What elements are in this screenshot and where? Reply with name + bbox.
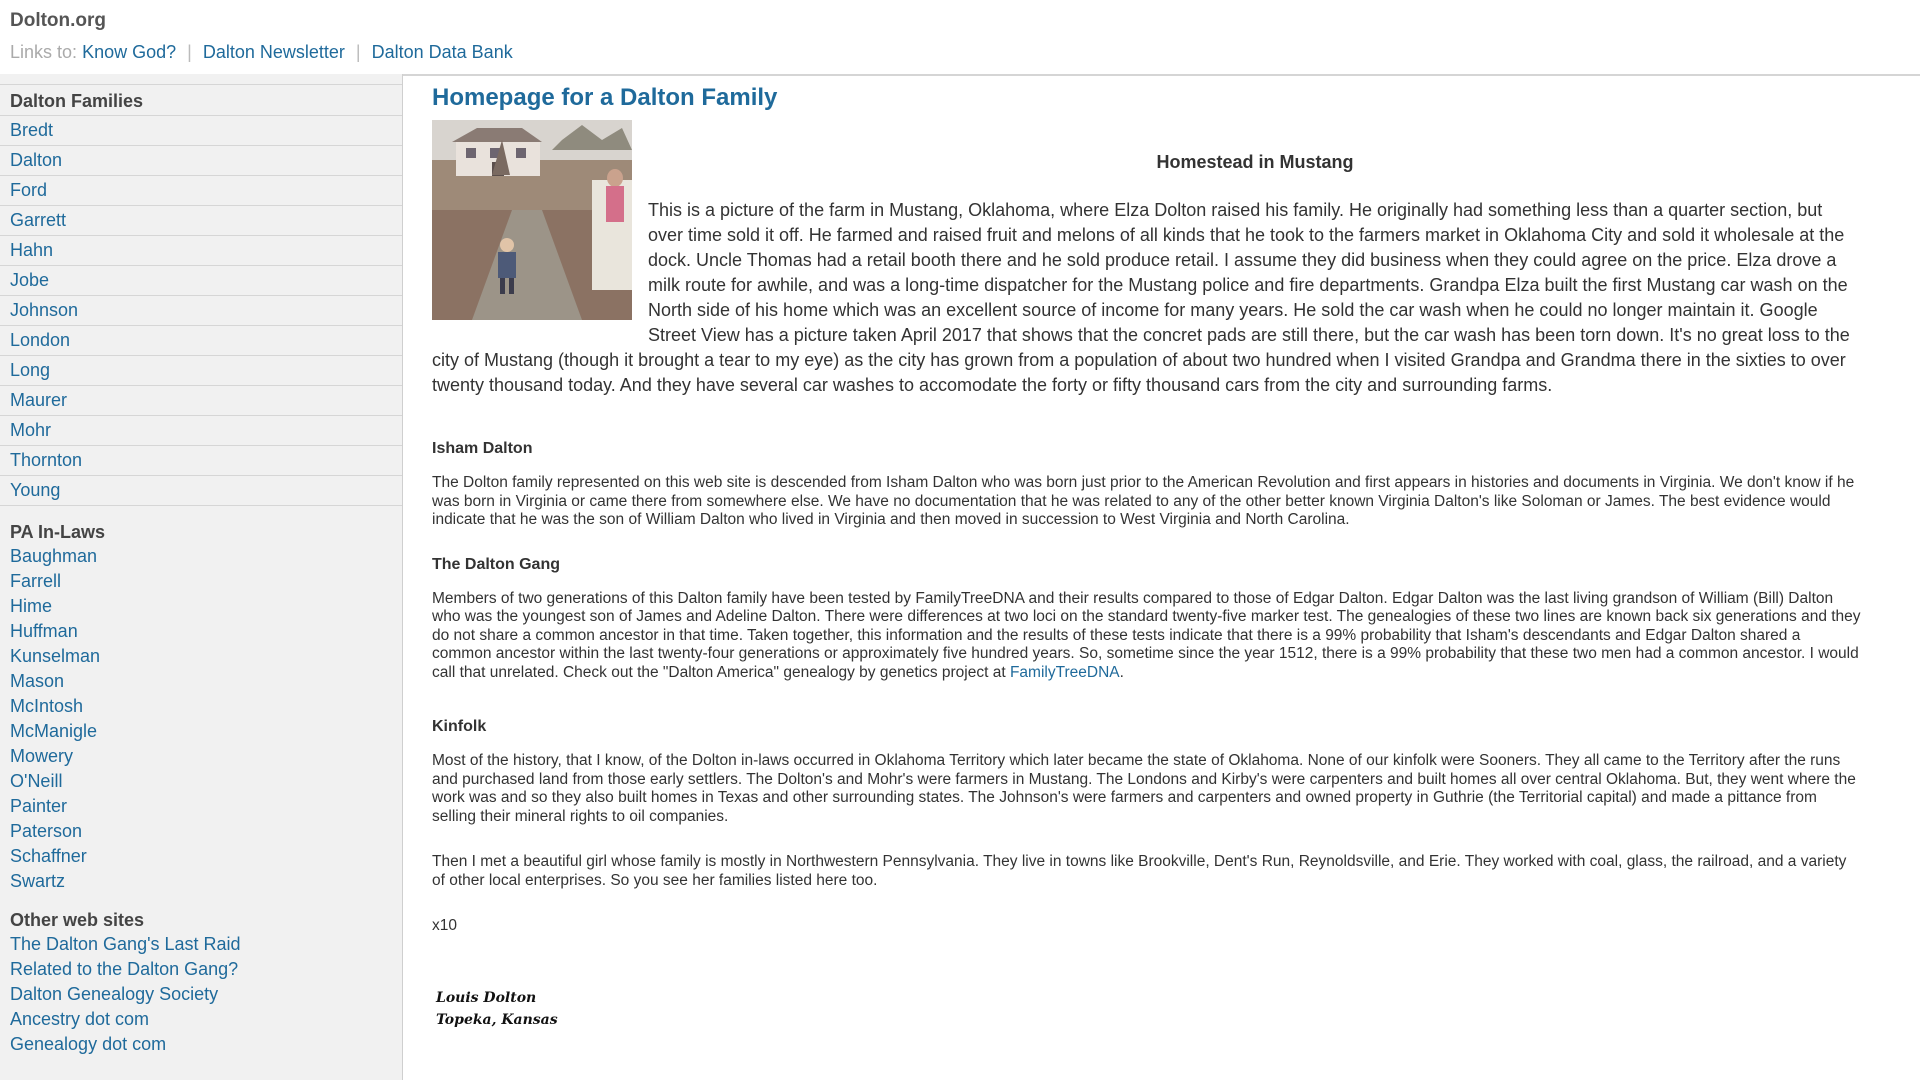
family-item-thornton[interactable] xyxy=(0,445,402,475)
inlaw-link[interactable]: Schaffner xyxy=(10,846,87,866)
other-site-item[interactable] xyxy=(0,1032,402,1057)
family-link[interactable]: Jobe xyxy=(10,270,50,290)
other-site-link[interactable]: Genealogy dot com xyxy=(10,1034,167,1054)
family-item-mohr[interactable] xyxy=(0,415,402,445)
inlaws-section xyxy=(0,520,402,894)
inlaw-item[interactable] xyxy=(0,569,402,594)
families-list xyxy=(0,115,402,506)
inlaw-link[interactable]: Mason xyxy=(10,671,65,691)
inlaw-link[interactable]: Painter xyxy=(10,796,68,816)
inlaw-item[interactable] xyxy=(0,669,402,694)
family-item-long[interactable] xyxy=(0,355,402,385)
inlaws-heading: PA In-Laws xyxy=(10,522,106,542)
inlaw-item[interactable] xyxy=(0,594,402,619)
inlaw-link[interactable]: Farrell xyxy=(10,571,62,591)
family-link[interactable]: Mohr xyxy=(10,420,52,440)
inlaw-link[interactable]: Mowery xyxy=(10,746,74,766)
link-dalton-newsletter[interactable]: Dalton Newsletter xyxy=(202,42,345,62)
kinfolk-heading: Kinfolk xyxy=(432,718,487,735)
link-know-god[interactable]: Know God? xyxy=(82,42,177,62)
family-item-garrett[interactable] xyxy=(0,205,402,235)
signature xyxy=(432,976,1862,1041)
inlaw-link[interactable]: Huffman xyxy=(10,621,78,641)
inlaw-link[interactable]: O'Neill xyxy=(10,771,63,791)
inlaw-link[interactable]: Paterson xyxy=(10,821,83,841)
other-sites-heading: Other web sites xyxy=(10,910,145,930)
other-site-item[interactable] xyxy=(0,982,402,1007)
inlaw-link[interactable]: Hime xyxy=(10,596,53,616)
family-link[interactable]: Maurer xyxy=(10,390,68,410)
site-title: Dolton.org xyxy=(10,10,107,31)
family-item-johnson[interactable] xyxy=(0,295,402,325)
family-item-young[interactable] xyxy=(0,475,402,506)
families-heading: Dalton Families xyxy=(0,84,402,115)
inlaw-item[interactable] xyxy=(0,869,402,894)
family-item-jobe[interactable] xyxy=(0,265,402,295)
families-section xyxy=(0,84,402,506)
inlaw-link[interactable]: Swartz xyxy=(10,871,66,891)
main-content xyxy=(432,74,1862,1041)
inlaw-item[interactable] xyxy=(0,544,402,569)
inlaw-item[interactable] xyxy=(0,744,402,769)
isham-text: The Dolton family represented on this web site is descended from Isham Dalton who was born just prior to the American Revolution and first appears in histories and documents in Virginia. We don't know if he was born in Virginia or came there from somewhere else. We have no documentation that he was related to any of the other better known Virginia Dalton's like Soloman or James. The best evidence would indicate that he was the son of William Dalton who lived in Virginia and then moved in succession to West Virginia and North Carolina. xyxy=(432,474,1855,528)
pennsylvania-text: Then I met a beautiful girl whose family is mostly in Northwestern Pennsylvania. They live in towns like Brookville, Dent's Run, Reynoldsville, and Erie. They worked with coal, glass, the railroad, and a variety of other local enterprises. So you see her families listed here too. xyxy=(432,853,1847,889)
other-site-link[interactable]: Dalton Genealogy Society xyxy=(10,984,219,1004)
other-sites-section xyxy=(0,908,402,1057)
header-links xyxy=(10,42,513,63)
inlaw-link[interactable]: Kunselman xyxy=(10,646,101,666)
link-separator: | xyxy=(187,42,192,62)
family-link[interactable]: Garrett xyxy=(10,210,67,230)
counter-text: x10 xyxy=(432,917,457,934)
sidebar xyxy=(0,74,403,1080)
gang-text: Members of two generations of this Dalton family have been tested by FamilyTreeDNA and their results compared to those of Edgar Dalton. Edgar Dalton was the last living grandson of William (Bill) Dalton who was the youngest son of James and Adeline Dalton. There were differences at two loci on the standard twenty-five marker test. The genealogies of these two lines are known back six generations and they do not share a common ancestor in that time. Taken together, this information and the results of these tests indicate that there is a 99% probability that Isham's descendants and Edgar Dalton shared a common ancestor within the last twenty-four generations or approximately five hundred years. So, sometime since the year 1512, there is a 99% probability that these two men had a common ancestor. I would call that unrelated. Check out the "Dalton America" genealogy by genetics project at xyxy=(432,589,1861,681)
other-site-link[interactable]: The Dalton Gang's Last Raid xyxy=(10,934,241,954)
gang-paragraph xyxy=(432,590,1862,683)
photo-caption: Homestead in Mustang xyxy=(1156,152,1354,172)
family-item-hahn[interactable] xyxy=(0,235,402,265)
inlaw-item[interactable] xyxy=(0,769,402,794)
inlaw-item[interactable] xyxy=(0,819,402,844)
other-site-link[interactable]: Ancestry dot com xyxy=(10,1009,150,1029)
inlaw-item[interactable] xyxy=(0,719,402,744)
family-item-ford[interactable] xyxy=(0,175,402,205)
inlaw-link[interactable]: McIntosh xyxy=(10,696,84,716)
site-header xyxy=(0,0,1920,76)
inlaw-item[interactable] xyxy=(0,844,402,869)
link-separator: | xyxy=(355,42,361,62)
intro-text: This is a picture of the farm in Mustang, Oklahoma, where Elza Dolton raised his family. He originally had something less than a quarter section, but over time sold it off. He farmed and raised fruit and melons of all kinds that he took to the farmers market in Oklahoma City and sold it wholesale at the dock. Uncle Thomas had a retail booth there and he sold produce retail. I assume they did business when they could agree on the price. Elza drove a milk route for awhile, and was a long-time dispatcher for the Mustang police and fire departments. Grandpa Elza built the first Mustang car wash on the North side of his home which was an excellent source of income for many years. He sold the car wash when he could no longer maintain it. Google Street View has a picture taken April 2017 that shows that the concret pads are still there, but the car wash has been torn down. It's no great loss to the city of Mustang (though it brought a tear to my eye) as the city has grown from a population of about two hundred when I visited Grandpa and Grandma there in the sixties to over twenty thousand today. And they have several car washes to accomodate the forty or fifty thousand cars from the city and surrounding farms. xyxy=(432,200,1850,395)
family-item-dalton[interactable] xyxy=(0,145,402,175)
signature-line-2: Topeka, Kansas xyxy=(436,1011,558,1028)
other-site-item[interactable] xyxy=(0,1007,402,1032)
family-link[interactable]: Dalton xyxy=(10,150,63,170)
intro-block xyxy=(432,120,1862,398)
inlaw-link[interactable]: McManigle xyxy=(10,721,98,741)
family-link[interactable]: Young xyxy=(10,480,61,500)
gang-tail: . xyxy=(1119,663,1124,681)
inlaw-item[interactable] xyxy=(0,794,402,819)
family-link[interactable]: Hahn xyxy=(10,240,54,260)
family-item-london[interactable] xyxy=(0,325,402,355)
familytreedna-link[interactable]: FamilyTreeDNA xyxy=(1009,663,1120,681)
inlaw-item[interactable] xyxy=(0,644,402,669)
link-dalton-data-bank[interactable]: Dalton Data Bank xyxy=(371,42,513,62)
family-link[interactable]: Johnson xyxy=(10,300,79,320)
signature-image xyxy=(432,976,558,1036)
inlaw-item[interactable] xyxy=(0,619,402,644)
other-site-item[interactable] xyxy=(0,957,402,982)
other-site-link[interactable]: Related to the Dalton Gang? xyxy=(10,959,239,979)
signature-line-1: Louis Dolton xyxy=(436,989,537,1006)
family-link[interactable]: Thornton xyxy=(10,450,83,470)
family-link[interactable]: Bredt xyxy=(10,120,54,140)
gang-heading: The Dalton Gang xyxy=(432,555,560,573)
family-link[interactable]: London xyxy=(10,330,71,350)
family-item-maurer[interactable] xyxy=(0,385,402,415)
links-label: Links to: xyxy=(10,42,78,62)
homestead-photo xyxy=(432,120,632,320)
kinfolk-text: Most of the history, that I know, of the Dolton in-laws occurred in Oklahoma Territory which later became the state of Oklahoma. None of our kinfolk were Sooners. They all came to the Territory after the runs and purchased land from those early settlers. The Dolton's and Mohr's were farmers in Mustang. The Londons and Kirby's were carpenters and built homes all over central Oklahoma. But, they went where the work was and so they also built homes in Texas and other surrounding states. The Johnson's were farmers and carpenters and owned property in Guthrie (the Territorial capital) and made a pittance from selling their mineral rights to oil companies. xyxy=(432,752,1856,825)
family-link[interactable]: Ford xyxy=(10,180,48,200)
inlaw-link[interactable]: Baughman xyxy=(10,546,98,566)
other-site-item[interactable] xyxy=(0,932,402,957)
inlaw-item[interactable] xyxy=(0,694,402,719)
family-item-bredt[interactable] xyxy=(0,115,402,145)
isham-heading: Isham Dalton xyxy=(432,440,533,457)
family-link[interactable]: Long xyxy=(10,360,51,380)
page-title: Homepage for a Dalton Family xyxy=(432,84,778,111)
